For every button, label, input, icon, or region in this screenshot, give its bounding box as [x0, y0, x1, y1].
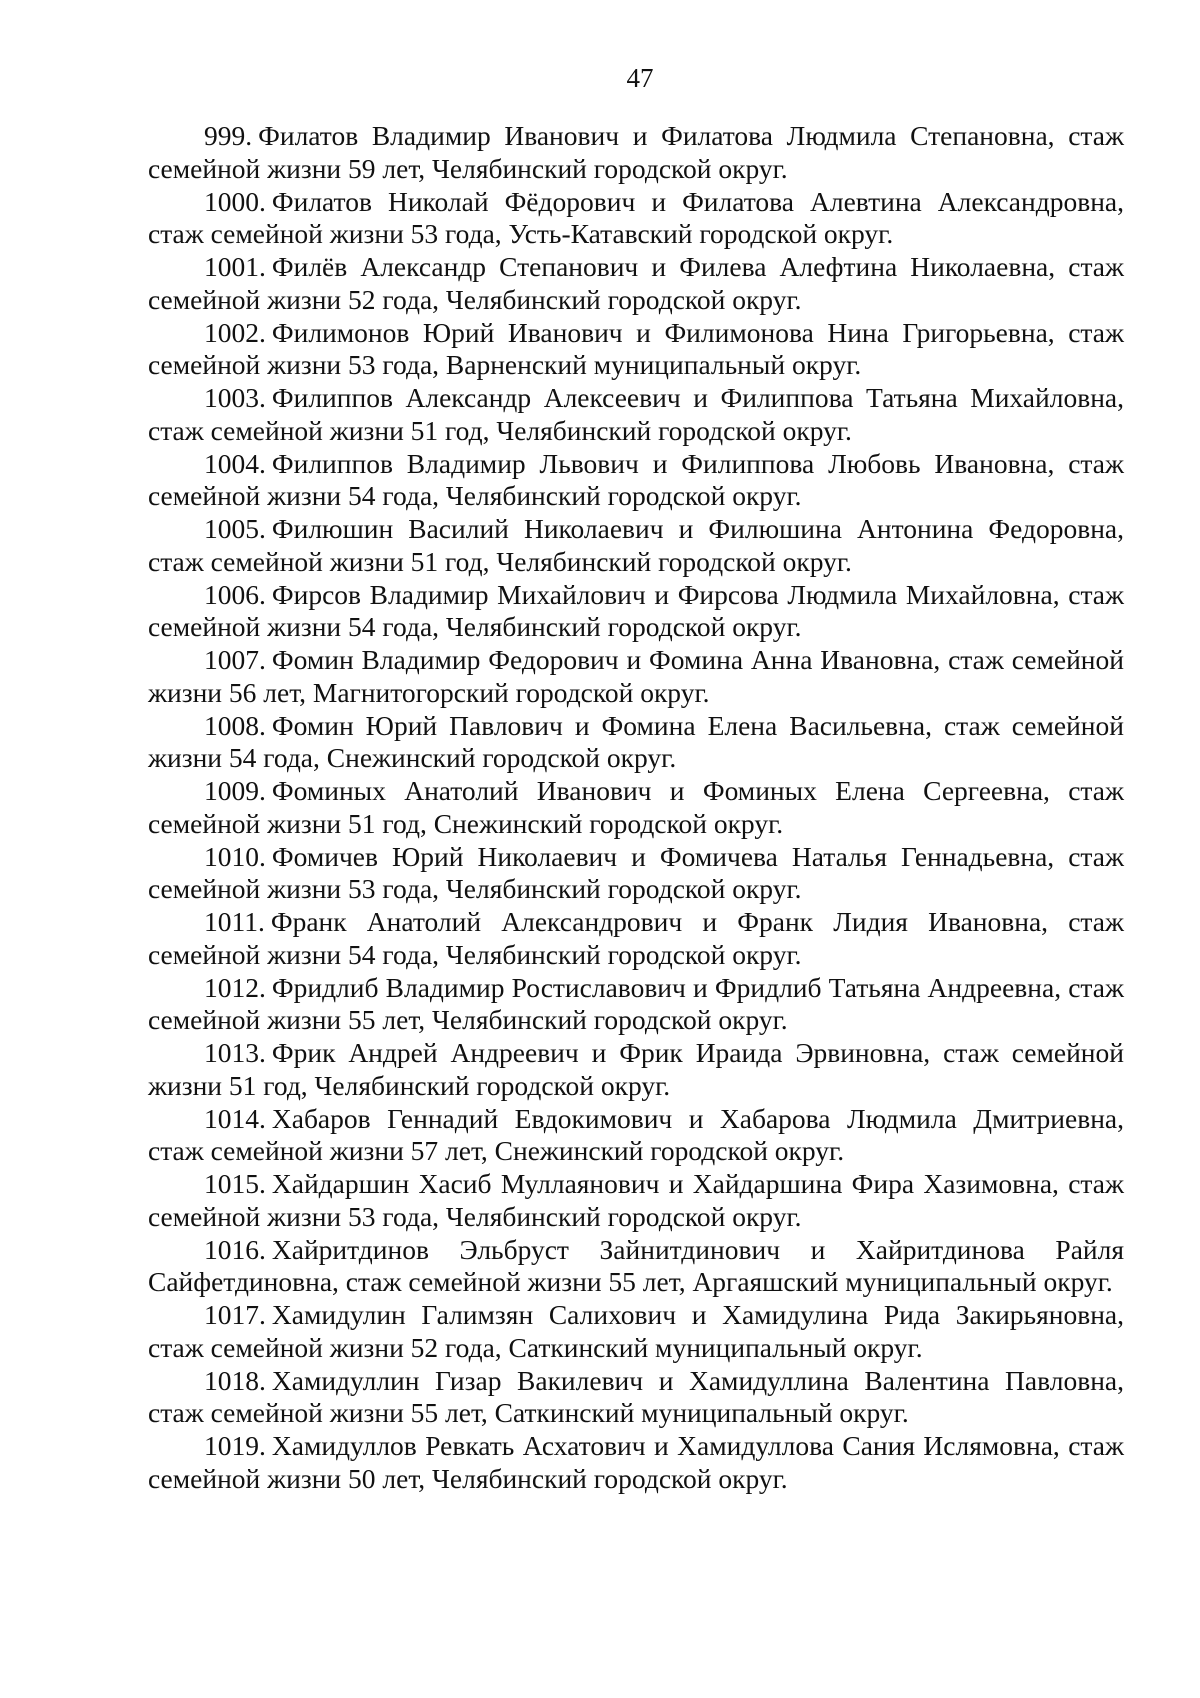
entry-text: Филатов Владимир Иванович и Филатова Людмила Степановна, стаж семейной жизни 59 лет, Челябинский городской округ. — [148, 120, 1124, 184]
entry-text: Филёв Александр Степанович и Филева Алефтина Николаевна, стаж семейной жизни 52 года, Челябинский городской округ. — [148, 251, 1124, 315]
entry-number: 1007. — [204, 644, 266, 675]
entry-text: Хамидуллин Гизар Вакилевич и Хамидуллина Валентина Павловна, стаж семейной жизни 55 лет, Саткинский муниципальный округ. — [148, 1364, 1124, 1428]
list-item — [148, 841, 1124, 906]
list-item — [148, 1103, 1124, 1168]
entry-number: 1013. — [204, 1037, 266, 1068]
list-item — [148, 120, 1124, 185]
entry-text: Хайритдинов Эльбруст Зайнитдинович и Хайритдинова Райля Сайфетдиновна, стаж семейной жизни 55 лет, Аргаяшский муниципальный округ. — [148, 1233, 1124, 1297]
list-item — [148, 710, 1124, 775]
list-item — [148, 513, 1124, 578]
entry-number: 1005. — [204, 513, 266, 544]
entry-number: 999. — [204, 120, 253, 151]
list-item — [148, 1234, 1124, 1299]
entry-text: Фрик Андрей Андреевич и Фрик Ираида Эрвиновна, стаж семейной жизни 51 год, Челябинский городской округ. — [148, 1037, 1124, 1101]
entry-text: Хамидуллов Ревкать Асхатович и Хамидуллова Сания Ислямовна, стаж семейной жизни 50 лет, Челябинский городской округ. — [148, 1430, 1124, 1494]
list-item — [148, 579, 1124, 644]
list-item — [148, 317, 1124, 382]
list-item — [148, 1365, 1124, 1430]
list-item — [148, 251, 1124, 316]
entry-number: 1016. — [204, 1233, 266, 1265]
list-item — [148, 644, 1124, 709]
entry-number: 1018. — [204, 1364, 266, 1396]
entry-number: 1004. — [204, 447, 266, 479]
entry-text: Фридлиб Владимир Ростиславович и Фридлиб Татьяна Андреевна, стаж семейной жизни 55 лет, Челябинский городской округ. — [148, 971, 1124, 1035]
entry-text: Фомин Владимир Федорович и Фомина Анна Ивановна, стаж семейной жизни 56 лет, Магнитогорский городской округ. — [148, 644, 1124, 708]
entry-text: Хабаров Геннадий Евдокимович и Хабарова Людмила Дмитриевна, стаж семейной жизни 57 лет, Снежинский городской округ. — [148, 1102, 1124, 1166]
list-item — [148, 1168, 1124, 1233]
entry-text: Франк Анатолий Александрович и Франк Лидия Ивановна, стаж семейной жизни 54 года, Челябинский городской округ. — [148, 906, 1124, 970]
entry-text: Филиппов Александр Алексеевич и Филиппова Татьяна Михайловна, стаж семейной жизни 51 год, Челябинский городской округ. — [148, 382, 1124, 446]
entry-number: 1017. — [204, 1299, 266, 1330]
entry-text: Хамидулин Галимзян Салихович и Хамидулина Рида Закирьяновна, стаж семейной жизни 52 года, Саткинский муниципальный округ. — [148, 1299, 1124, 1363]
entry-number: 1001. — [204, 251, 266, 282]
entry-number: 1008. — [204, 709, 266, 741]
entry-number: 1009. — [204, 775, 266, 806]
entry-text: Филюшин Василий Николаевич и Филюшина Антонина Федоровна, стаж семейной жизни 51 год, Челябинский городской округ. — [148, 513, 1124, 577]
entry-text: Хайдаршин Хасиб Муллаянович и Хайдаршина Фира Хазимовна, стаж семейной жизни 53 года, Челябинский городской округ. — [148, 1168, 1124, 1232]
entry-text: Фомичев Юрий Николаевич и Фомичева Наталья Геннадьевна, стаж семейной жизни 53 года, Челябинский городской округ. — [148, 840, 1124, 904]
entry-number: 1014. — [204, 1102, 266, 1134]
entry-number: 1019. — [204, 1430, 266, 1461]
list-item — [148, 1037, 1124, 1102]
list-item — [148, 382, 1124, 447]
entry-number: 1010. — [204, 840, 266, 872]
entry-text: Фомин Юрий Павлович и Фомина Елена Васильевна, стаж семейной жизни 54 года, Снежинский городской округ. — [148, 709, 1124, 773]
entry-text: Филатов Николай Фёдорович и Филатова Алевтина Александровна, стаж семейной жизни 53 года, Усть-Катавский городской округ. — [148, 185, 1124, 249]
list-item — [148, 775, 1124, 840]
entry-text: Филимонов Юрий Иванович и Филимонова Нина Григорьевна, стаж семейной жизни 53 года, Варненский муниципальный округ. — [148, 316, 1124, 380]
list-item — [148, 448, 1124, 513]
entry-number: 1012. — [204, 971, 266, 1003]
entry-text: Фоминых Анатолий Иванович и Фоминых Елена Сергеевна, стаж семейной жизни 51 год, Снежинский городской округ. — [148, 775, 1124, 839]
entry-number: 1000. — [204, 185, 266, 217]
entry-number: 1002. — [204, 316, 266, 348]
entry-list — [148, 120, 1124, 1496]
entry-number: 1003. — [204, 382, 266, 413]
entry-number: 1015. — [204, 1168, 266, 1199]
list-item — [148, 1430, 1124, 1495]
entry-text: Фирсов Владимир Михайлович и Фирсова Людмила Михайловна, стаж семейной жизни 54 года, Челябинский городской округ. — [148, 578, 1124, 642]
page-number: 47 — [626, 63, 654, 93]
list-item — [148, 972, 1124, 1037]
list-item — [148, 906, 1124, 971]
entry-number: 1011. — [204, 906, 265, 937]
entry-text: Филиппов Владимир Львович и Филиппова Любовь Ивановна, стаж семейной жизни 54 года, Челябинский городской округ. — [148, 447, 1124, 511]
list-item — [148, 186, 1124, 251]
entry-number: 1006. — [204, 578, 266, 610]
list-item — [148, 1299, 1124, 1364]
